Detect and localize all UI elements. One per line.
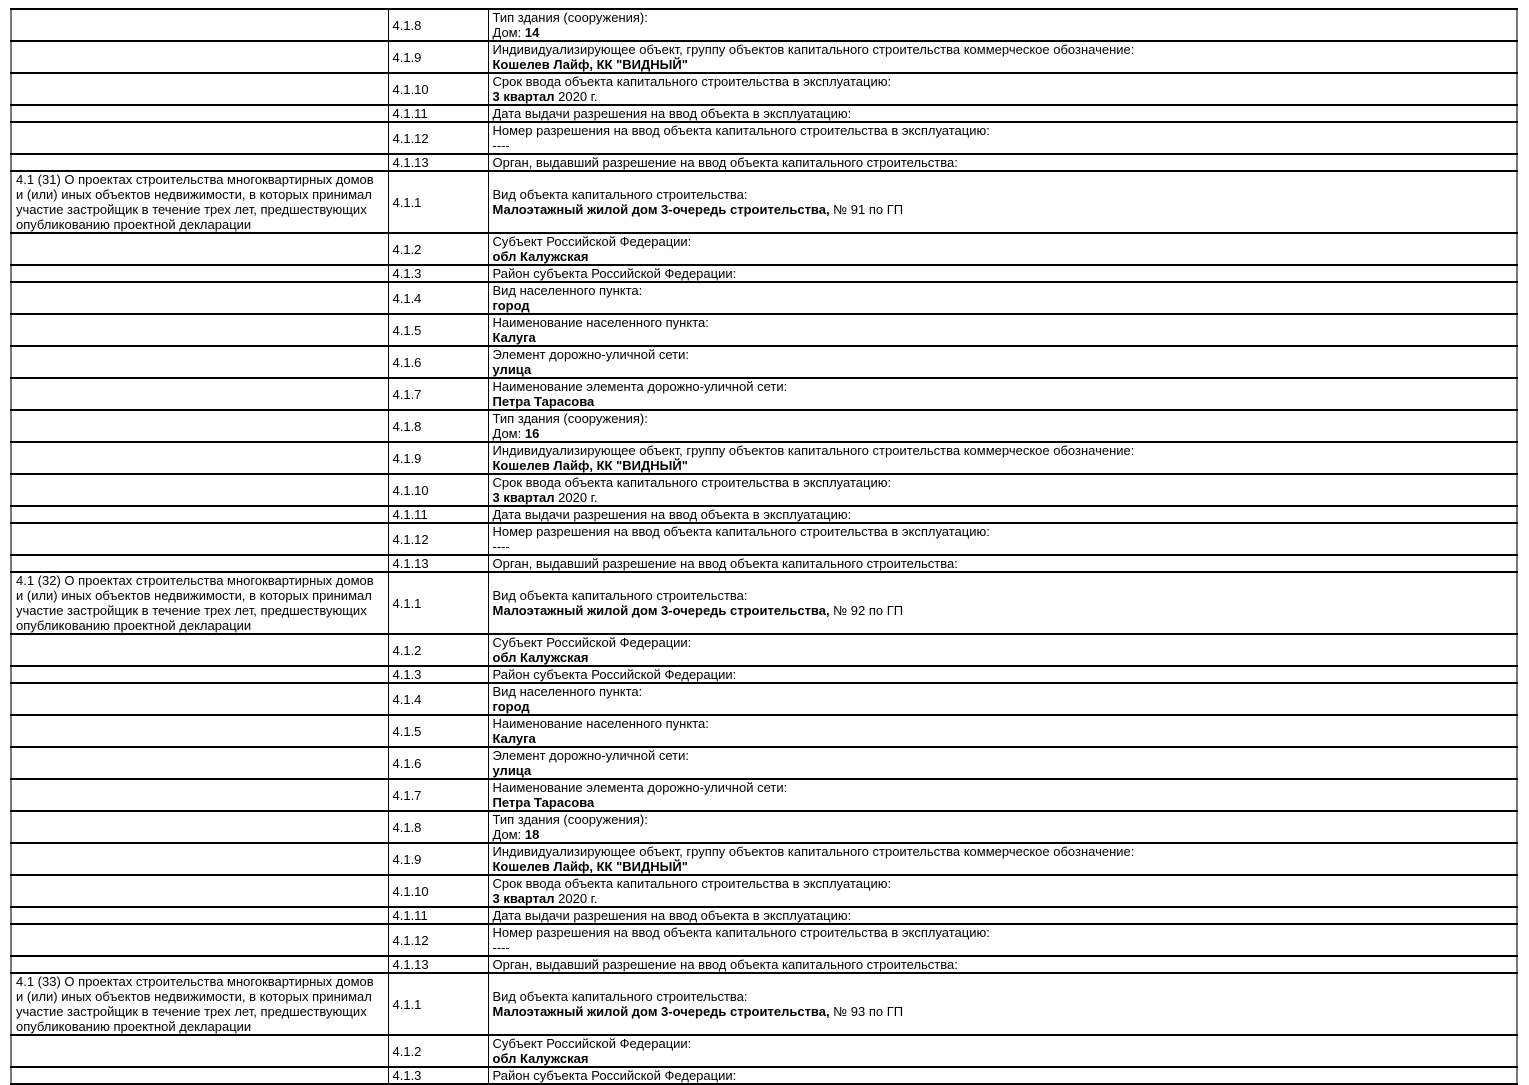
item-number-cell: 4.1.10 bbox=[388, 474, 488, 506]
field-value-bold-run: 3 квартал bbox=[492, 89, 555, 104]
item-number-cell: 4.1.13 bbox=[388, 555, 488, 572]
table-row bbox=[11, 907, 1517, 924]
item-number-cell: 4.1.5 bbox=[388, 314, 488, 346]
field-value bbox=[493, 458, 1513, 473]
item-number-cell: 4.1.1 bbox=[388, 973, 488, 1035]
item-number-cell: 4.1.10 bbox=[388, 73, 488, 105]
field-value-run: № 92 по ГП bbox=[829, 603, 904, 618]
field-value bbox=[493, 426, 1513, 441]
field-cell bbox=[488, 122, 1517, 154]
section-description-cell bbox=[11, 73, 388, 105]
field-value-bold-run: 18 bbox=[524, 827, 540, 842]
table-row bbox=[11, 105, 1517, 122]
table-row bbox=[11, 346, 1517, 378]
field-value-bold-run: Калуга bbox=[492, 731, 536, 746]
field-label: Вид населенного пункта: bbox=[492, 283, 643, 298]
section-description-cell bbox=[11, 747, 388, 779]
section-description-cell bbox=[11, 666, 388, 683]
section-description-cell bbox=[11, 378, 388, 410]
field-value bbox=[493, 89, 1513, 104]
field-cell bbox=[488, 924, 1517, 956]
item-number-cell: 4.1.1 bbox=[388, 171, 488, 233]
declaration-table-body bbox=[11, 9, 1517, 1084]
item-number-cell: 4.1.7 bbox=[388, 378, 488, 410]
item-number-cell: 4.1.2 bbox=[388, 634, 488, 666]
field-value-bold-run: Малоэтажный жилой дом 3-очередь строительства, bbox=[492, 202, 830, 217]
section-description-cell bbox=[11, 555, 388, 572]
table-row bbox=[11, 1035, 1517, 1067]
field-value-run: ---- bbox=[492, 940, 510, 955]
section-description-cell bbox=[11, 105, 388, 122]
table-row bbox=[11, 154, 1517, 171]
field-value-bold-run: Петра Тарасова bbox=[492, 795, 595, 810]
item-number-cell: 4.1.12 bbox=[388, 122, 488, 154]
field-label: Субъект Российской Федерации: bbox=[492, 1036, 692, 1051]
field-label: Наименование элемента дорожно-уличной сети: bbox=[492, 780, 788, 795]
table-row bbox=[11, 1067, 1517, 1084]
item-number-cell: 4.1.9 bbox=[388, 442, 488, 474]
item-number-cell: 4.1.6 bbox=[388, 747, 488, 779]
item-number-cell: 4.1.11 bbox=[388, 907, 488, 924]
section-description-cell bbox=[11, 1035, 388, 1067]
field-label: Срок ввода объекта капитального строительства в эксплуатацию: bbox=[492, 74, 892, 89]
field-cell bbox=[488, 1035, 1517, 1067]
table-row bbox=[11, 683, 1517, 715]
item-number-cell: 4.1.8 bbox=[388, 9, 488, 41]
field-value bbox=[493, 330, 1513, 345]
field-label: Элемент дорожно-уличной сети: bbox=[492, 748, 689, 763]
field-value-bold-run: обл Калужская bbox=[492, 650, 589, 665]
field-cell bbox=[488, 73, 1517, 105]
item-number-cell: 4.1.3 bbox=[388, 666, 488, 683]
field-value bbox=[493, 1004, 1513, 1019]
field-cell bbox=[488, 9, 1517, 41]
table-row bbox=[11, 506, 1517, 523]
field-value-bold-run: обл Калужская bbox=[492, 1051, 589, 1066]
section-description-cell bbox=[11, 779, 388, 811]
item-number-cell: 4.1.12 bbox=[388, 523, 488, 555]
field-cell bbox=[488, 171, 1517, 233]
field-label: Вид населенного пункта: bbox=[492, 684, 643, 699]
table-row bbox=[11, 523, 1517, 555]
field-value-run: Дом: bbox=[492, 827, 525, 842]
section-description-cell bbox=[11, 683, 388, 715]
field-value-run: Дом: bbox=[492, 426, 525, 441]
section-description-cell bbox=[11, 907, 388, 924]
item-number-cell: 4.1.1 bbox=[388, 572, 488, 634]
item-number-cell: 4.1.3 bbox=[388, 1067, 488, 1084]
table-row bbox=[11, 41, 1517, 73]
item-number-cell: 4.1.13 bbox=[388, 154, 488, 171]
field-label: Район субъекта Российской Федерации: bbox=[492, 266, 737, 281]
table-row bbox=[11, 843, 1517, 875]
item-number-cell: 4.1.8 bbox=[388, 410, 488, 442]
section-description-cell bbox=[11, 506, 388, 523]
table-row bbox=[11, 474, 1517, 506]
field-cell bbox=[488, 956, 1517, 973]
field-value bbox=[493, 490, 1513, 505]
field-cell bbox=[488, 666, 1517, 683]
field-value bbox=[493, 731, 1513, 746]
field-cell bbox=[488, 442, 1517, 474]
section-description-cell bbox=[11, 154, 388, 171]
table-row bbox=[11, 956, 1517, 973]
field-value-run: 2020 г. bbox=[554, 891, 598, 906]
section-description-cell bbox=[11, 282, 388, 314]
item-number-cell: 4.1.4 bbox=[388, 282, 488, 314]
table-row bbox=[11, 73, 1517, 105]
field-label: Дата выдачи разрешения на ввод объекта в эксплуатацию: bbox=[492, 908, 852, 923]
table-row bbox=[11, 924, 1517, 956]
field-label: Наименование элемента дорожно-уличной сети: bbox=[492, 379, 788, 394]
field-cell bbox=[488, 634, 1517, 666]
field-value bbox=[493, 249, 1513, 264]
field-value-bold-run: Малоэтажный жилой дом 3-очередь строительства, bbox=[492, 603, 830, 618]
section-description-cell bbox=[11, 9, 388, 41]
section-description-cell bbox=[11, 715, 388, 747]
item-number-cell: 4.1.11 bbox=[388, 506, 488, 523]
field-cell bbox=[488, 378, 1517, 410]
item-number-cell: 4.1.9 bbox=[388, 41, 488, 73]
table-row bbox=[11, 572, 1517, 634]
field-cell bbox=[488, 779, 1517, 811]
item-number-cell: 4.1.11 bbox=[388, 105, 488, 122]
field-cell bbox=[488, 973, 1517, 1035]
section-description-cell bbox=[11, 442, 388, 474]
field-label: Орган, выдавший разрешение на ввод объекта капитального строительства: bbox=[492, 155, 958, 170]
table-row bbox=[11, 715, 1517, 747]
table-row bbox=[11, 747, 1517, 779]
table-row bbox=[11, 555, 1517, 572]
field-value-bold-run: Кошелев Лайф, КК "ВИДНЫЙ" bbox=[492, 57, 688, 72]
section-description-cell bbox=[11, 1067, 388, 1084]
field-cell bbox=[488, 523, 1517, 555]
section-description-cell bbox=[11, 314, 388, 346]
table-row bbox=[11, 442, 1517, 474]
field-label: Вид объекта капитального строительства: bbox=[492, 989, 748, 1004]
field-cell bbox=[488, 233, 1517, 265]
field-label: Номер разрешения на ввод объекта капитального строительства в эксплуатацию: bbox=[492, 123, 990, 138]
table-row bbox=[11, 9, 1517, 41]
item-number-cell: 4.1.8 bbox=[388, 811, 488, 843]
field-value-bold-run: город bbox=[492, 298, 530, 313]
field-label: Индивидуализирующее объект, группу объектов капитального строительства коммерческое обозначение: bbox=[492, 42, 1135, 57]
field-value-run: ---- bbox=[492, 539, 510, 554]
table-row bbox=[11, 314, 1517, 346]
field-value bbox=[493, 394, 1513, 409]
item-number-cell: 4.1.2 bbox=[388, 1035, 488, 1067]
field-value bbox=[493, 298, 1513, 313]
field-label: Дата выдачи разрешения на ввод объекта в эксплуатацию: bbox=[492, 507, 852, 522]
item-number-cell: 4.1.5 bbox=[388, 715, 488, 747]
field-value bbox=[493, 1051, 1513, 1066]
field-value-bold-run: 3 квартал bbox=[492, 490, 555, 505]
field-cell bbox=[488, 1067, 1517, 1084]
field-cell bbox=[488, 265, 1517, 282]
section-description-cell bbox=[11, 265, 388, 282]
field-value-bold-run: улица bbox=[492, 763, 532, 778]
table-row bbox=[11, 282, 1517, 314]
field-label: Орган, выдавший разрешение на ввод объекта капитального строительства: bbox=[492, 957, 958, 972]
table-row bbox=[11, 666, 1517, 683]
field-cell bbox=[488, 154, 1517, 171]
table-row bbox=[11, 233, 1517, 265]
field-value-run: ---- bbox=[492, 138, 510, 153]
table-row bbox=[11, 779, 1517, 811]
field-label: Орган, выдавший разрешение на ввод объекта капитального строительства: bbox=[492, 556, 958, 571]
item-number-cell: 4.1.7 bbox=[388, 779, 488, 811]
section-description-cell: 4.1 (32) О проектах строительства многоквартирных домов и (или) иных объектов недвижимости, в которых принимал участие застройщик в течение трех лет, предшествующих опубликованию проектной декларации bbox=[11, 572, 388, 634]
section-description-cell bbox=[11, 233, 388, 265]
table-row bbox=[11, 265, 1517, 282]
section-description-cell: 4.1 (33) О проектах строительства многоквартирных домов и (или) иных объектов недвижимости, в которых принимал участие застройщик в течение трех лет, предшествующих опубликованию проектной декларации bbox=[11, 973, 388, 1035]
field-label: Район субъекта Российской Федерации: bbox=[492, 1068, 737, 1083]
item-number-cell: 4.1.9 bbox=[388, 843, 488, 875]
item-number-cell: 4.1.3 bbox=[388, 265, 488, 282]
field-value-bold-run: обл Калужская bbox=[492, 249, 589, 264]
field-label: Номер разрешения на ввод объекта капитального строительства в эксплуатацию: bbox=[492, 925, 990, 940]
section-description-cell bbox=[11, 956, 388, 973]
field-value bbox=[493, 603, 1513, 618]
field-value bbox=[493, 539, 1513, 554]
field-cell bbox=[488, 346, 1517, 378]
section-description-cell bbox=[11, 346, 388, 378]
field-value bbox=[493, 699, 1513, 714]
field-value bbox=[493, 202, 1513, 217]
field-cell bbox=[488, 683, 1517, 715]
field-label: Индивидуализирующее объект, группу объектов капитального строительства коммерческое обозначение: bbox=[492, 443, 1135, 458]
field-value-bold-run: 16 bbox=[524, 426, 540, 441]
section-description-cell bbox=[11, 875, 388, 907]
field-value-run: № 91 по ГП bbox=[829, 202, 904, 217]
field-label: Номер разрешения на ввод объекта капитального строительства в эксплуатацию: bbox=[492, 524, 990, 539]
field-value-bold-run: 3 квартал bbox=[492, 891, 555, 906]
field-label: Вид объекта капитального строительства: bbox=[492, 588, 748, 603]
item-number-cell: 4.1.13 bbox=[388, 956, 488, 973]
item-number-cell: 4.1.12 bbox=[388, 924, 488, 956]
item-number-cell: 4.1.2 bbox=[388, 233, 488, 265]
section-description-cell bbox=[11, 634, 388, 666]
field-value-run: 2020 г. bbox=[554, 89, 598, 104]
field-value bbox=[493, 25, 1513, 40]
field-label: Тип здания (сооружения): bbox=[492, 812, 648, 827]
field-label: Вид объекта капитального строительства: bbox=[492, 187, 748, 202]
field-value bbox=[493, 362, 1513, 377]
section-description-cell bbox=[11, 474, 388, 506]
field-cell bbox=[488, 572, 1517, 634]
table-row bbox=[11, 122, 1517, 154]
field-cell bbox=[488, 41, 1517, 73]
field-value-bold-run: Калуга bbox=[492, 330, 536, 345]
field-cell bbox=[488, 843, 1517, 875]
field-label: Элемент дорожно-уличной сети: bbox=[492, 347, 689, 362]
field-label: Наименование населенного пункта: bbox=[492, 716, 709, 731]
section-description-cell: 4.1 (31) О проектах строительства многоквартирных домов и (или) иных объектов недвижимости, в которых принимал участие застройщик в течение трех лет, предшествующих опубликованию проектной декларации bbox=[11, 171, 388, 233]
field-cell bbox=[488, 715, 1517, 747]
field-cell bbox=[488, 410, 1517, 442]
item-number-cell: 4.1.6 bbox=[388, 346, 488, 378]
field-cell bbox=[488, 875, 1517, 907]
field-value-bold-run: улица bbox=[492, 362, 532, 377]
table-row bbox=[11, 410, 1517, 442]
field-value-bold-run: 14 bbox=[524, 25, 540, 40]
field-label: Тип здания (сооружения): bbox=[492, 411, 648, 426]
item-number-cell: 4.1.10 bbox=[388, 875, 488, 907]
declaration-table bbox=[10, 8, 1518, 1085]
field-label: Наименование населенного пункта: bbox=[492, 315, 709, 330]
field-value-bold-run: Кошелев Лайф, КК "ВИДНЫЙ" bbox=[492, 859, 688, 874]
table-row bbox=[11, 811, 1517, 843]
section-description-cell bbox=[11, 523, 388, 555]
field-cell bbox=[488, 282, 1517, 314]
field-label: Тип здания (сооружения): bbox=[492, 10, 648, 25]
field-label: Индивидуализирующее объект, группу объектов капитального строительства коммерческое обозначение: bbox=[492, 844, 1135, 859]
field-value bbox=[493, 57, 1513, 72]
field-cell bbox=[488, 474, 1517, 506]
item-number-cell: 4.1.4 bbox=[388, 683, 488, 715]
field-value-run: Дом: bbox=[492, 25, 525, 40]
section-description-cell bbox=[11, 410, 388, 442]
field-value-bold-run: Малоэтажный жилой дом 3-очередь строительства, bbox=[492, 1004, 830, 1019]
field-value bbox=[493, 763, 1513, 778]
field-cell bbox=[488, 907, 1517, 924]
field-value bbox=[493, 138, 1513, 153]
field-value bbox=[493, 650, 1513, 665]
field-label: Срок ввода объекта капитального строительства в эксплуатацию: bbox=[492, 876, 892, 891]
field-value bbox=[493, 795, 1513, 810]
table-row bbox=[11, 875, 1517, 907]
field-value-bold-run: город bbox=[492, 699, 530, 714]
field-cell bbox=[488, 747, 1517, 779]
field-value-bold-run: Кошелев Лайф, КК "ВИДНЫЙ" bbox=[492, 458, 688, 473]
table-row bbox=[11, 378, 1517, 410]
section-description-cell bbox=[11, 122, 388, 154]
section-description-cell bbox=[11, 843, 388, 875]
field-value bbox=[493, 891, 1513, 906]
section-description-cell bbox=[11, 924, 388, 956]
field-label: Срок ввода объекта капитального строительства в эксплуатацию: bbox=[492, 475, 892, 490]
field-label: Район субъекта Российской Федерации: bbox=[492, 667, 737, 682]
field-cell bbox=[488, 506, 1517, 523]
field-cell bbox=[488, 314, 1517, 346]
field-value-bold-run: Петра Тарасова bbox=[492, 394, 595, 409]
table-row bbox=[11, 634, 1517, 666]
field-value bbox=[493, 859, 1513, 874]
field-label: Субъект Российской Федерации: bbox=[492, 635, 692, 650]
field-value-run: № 93 по ГП bbox=[829, 1004, 904, 1019]
field-value bbox=[493, 827, 1513, 842]
field-label: Дата выдачи разрешения на ввод объекта в эксплуатацию: bbox=[492, 106, 852, 121]
field-cell bbox=[488, 811, 1517, 843]
table-row bbox=[11, 171, 1517, 233]
section-description-cell bbox=[11, 41, 388, 73]
field-cell bbox=[488, 105, 1517, 122]
field-cell bbox=[488, 555, 1517, 572]
field-value-run: 2020 г. bbox=[554, 490, 598, 505]
field-value bbox=[493, 940, 1513, 955]
table-row bbox=[11, 973, 1517, 1035]
section-description-cell bbox=[11, 811, 388, 843]
field-label: Субъект Российской Федерации: bbox=[492, 234, 692, 249]
